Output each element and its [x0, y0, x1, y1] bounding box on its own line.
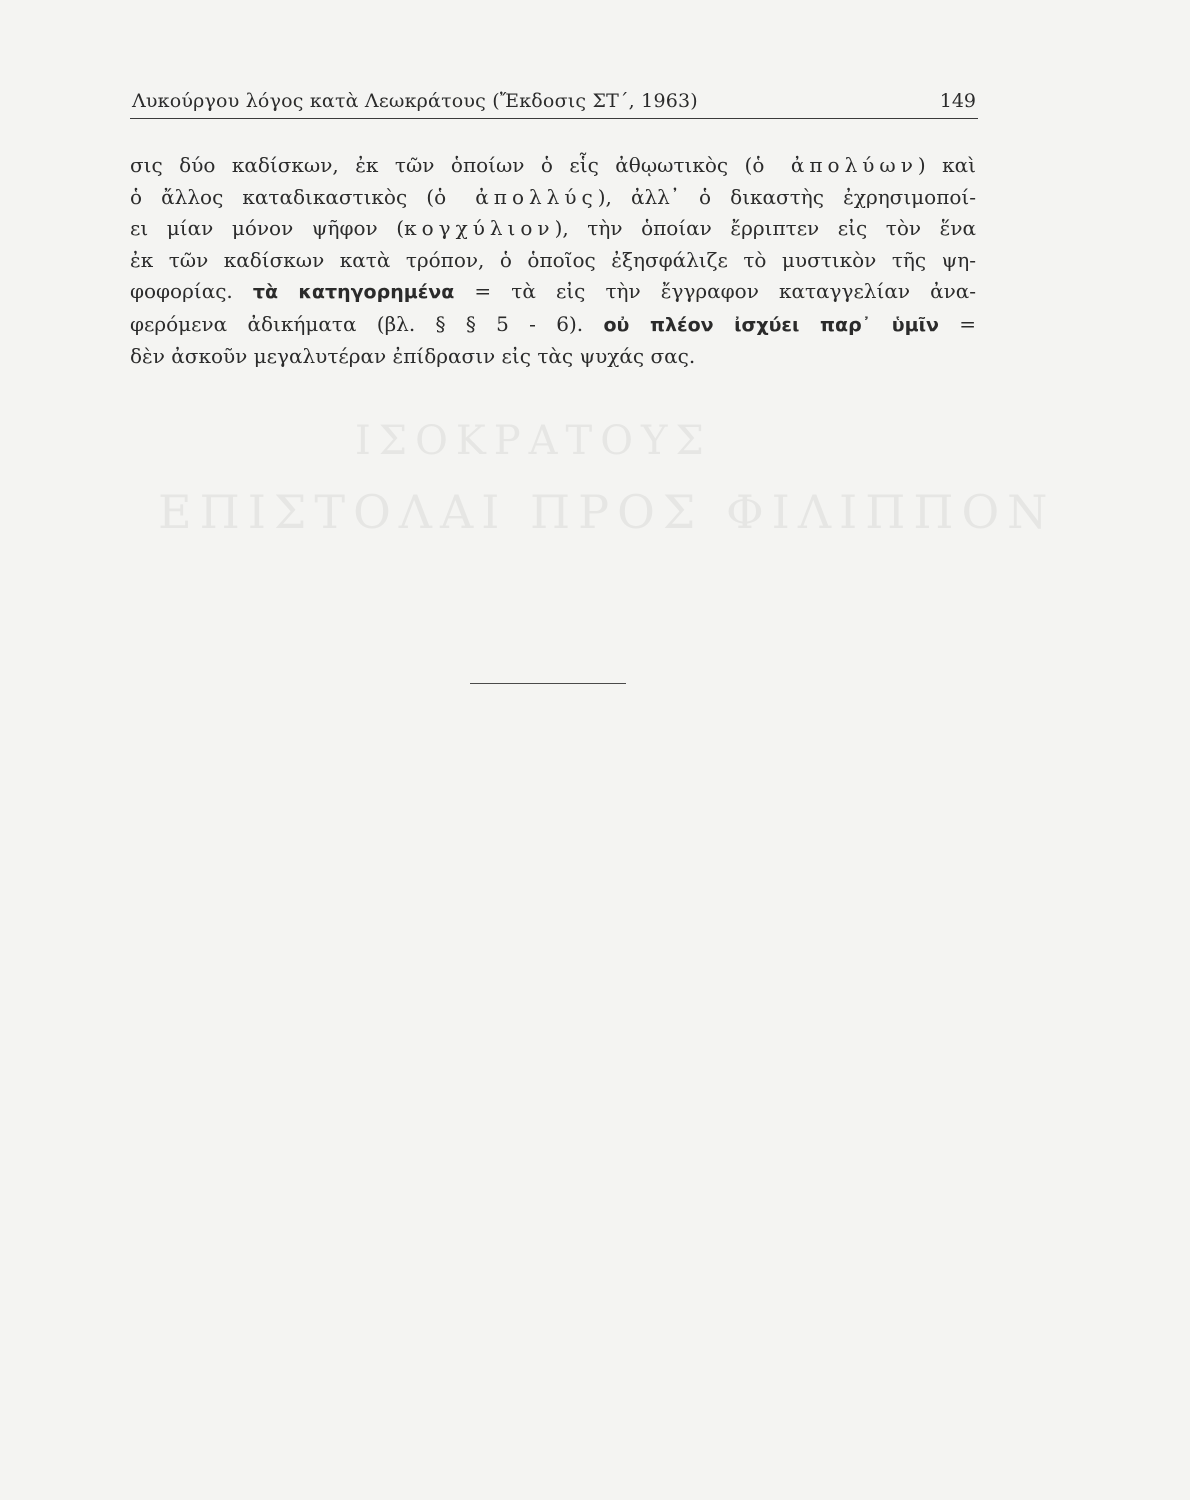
- text-run: σις δύο καδίσκων, ἐκ τῶν ὁποίων ὁ εἷς ἀθῳωτικὸς (: [130, 153, 753, 177]
- spaced-term: ὁ ἀπολύων: [752, 153, 918, 177]
- text-line-2: [130, 182, 976, 214]
- spaced-term: ὁ ἀπολλύς: [434, 184, 598, 209]
- text-run: ὁ ἄλλος καταδικαστικὸς (: [130, 184, 435, 209]
- text-line-7: δὲν ἀσκοῦν μεγαλυτέραν ἐπίδρασιν εἰς τὰς ψυχάς σας.: [130, 344, 696, 368]
- text-run: ) καὶ: [917, 153, 976, 177]
- bold-lemma: οὐ πλέον ἰσχύει παρ᾿ ὑμῖν: [603, 313, 939, 336]
- spaced-term: κογχύλιον: [404, 216, 555, 240]
- text-run: ει μίαν μόνον ψῆφον (: [130, 216, 405, 240]
- text-line-5: [130, 276, 976, 309]
- running-title: Λυκούργου λόγος κατὰ Λεωκράτους (Ἔκδοσις ΣΤ΄, 1963): [132, 90, 698, 112]
- text-line-1: [130, 150, 976, 182]
- text-line-4: ἐκ τῶν καδίσκων κατὰ τρόπον, ὁ ὁποῖος ἐξησφάλιζε τὸ μυστικὸν τῆς ψη-: [130, 247, 976, 272]
- section-divider: [470, 683, 626, 684]
- text-line-3: [130, 213, 976, 245]
- commentary-paragraph: [130, 150, 976, 373]
- text-run: = τὰ εἰς τὴν ἔγγραφον καταγγελίαν ἀνα-: [474, 279, 977, 303]
- bold-lemma: τὰ κατηγορημένα: [252, 281, 455, 303]
- text-run: =: [959, 311, 977, 336]
- text-run: ), τὴν ὁποίαν ἔρριπτεν εἰς τὸν ἕνα: [554, 216, 976, 240]
- page-number: 149: [939, 90, 976, 112]
- text-run: φοφορίας.: [130, 279, 233, 303]
- show-through-title: ΙΣΟΚΡΑΤΟΥΣ: [355, 418, 712, 464]
- text-run: ), ἀλλ᾿ ὁ δικαστὴς ἐχρησιμοποί-: [597, 184, 976, 209]
- running-header: [130, 84, 978, 119]
- text-line-6: [130, 309, 976, 342]
- show-through-subtitle: ΕΠΙΣΤΟΛΑΙ ΠΡΟΣ ΦΙΛΙΠΠΟΝ: [158, 485, 1056, 539]
- text-run: φερόμενα ἀδικήματα (βλ. § § 5 - 6).: [130, 311, 584, 336]
